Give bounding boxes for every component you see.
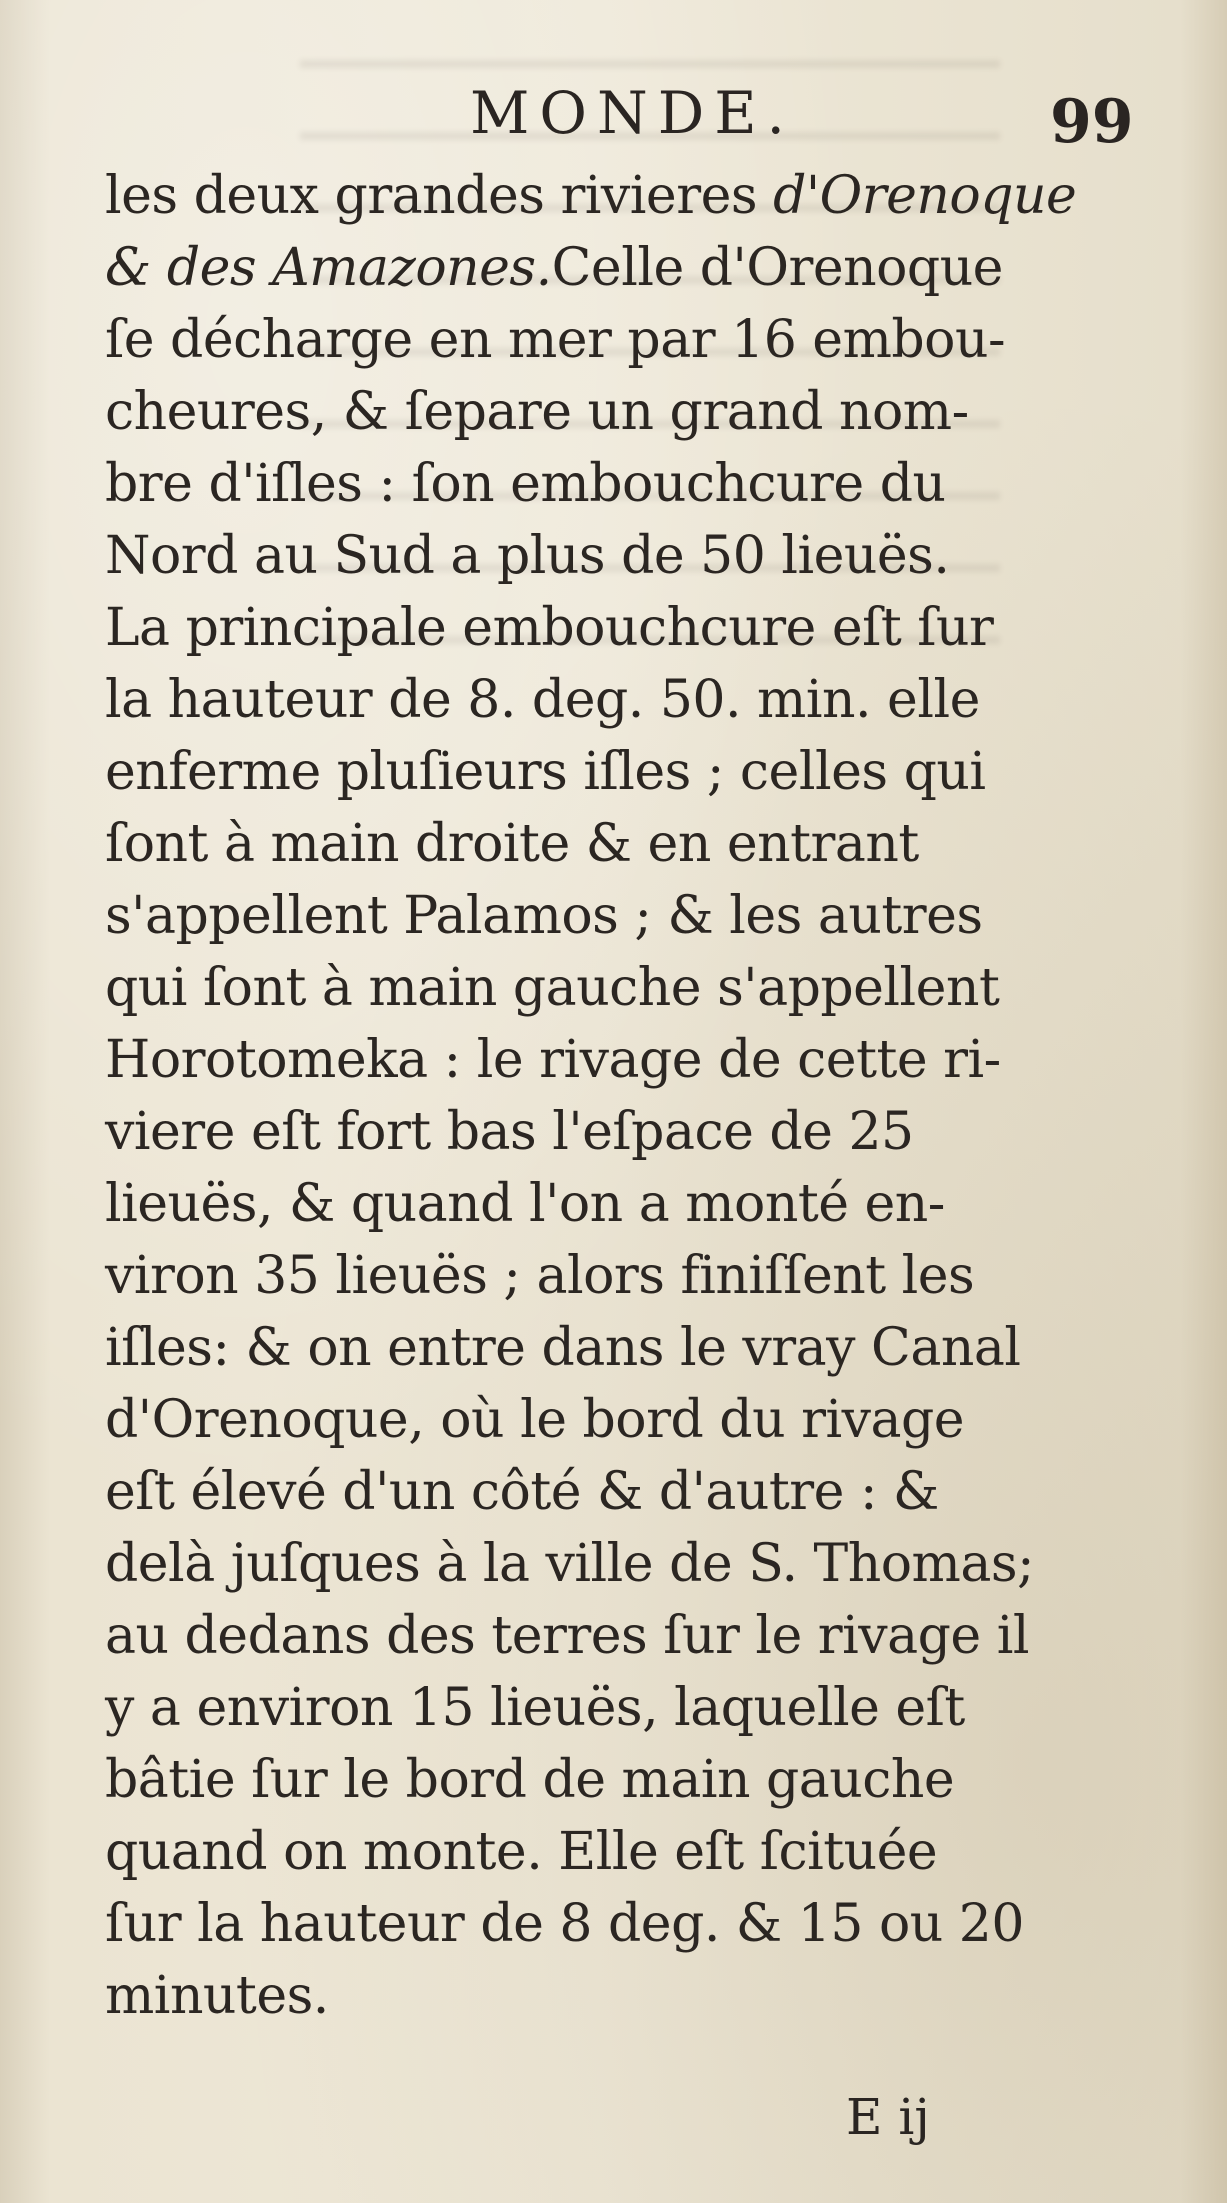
text-segment: ſont à main droite & en entrant [105, 814, 919, 874]
text-segment: Celle d'Orenoque [551, 238, 1003, 298]
text-segment: viere eſt fort bas l'eſpace de 25 [105, 1102, 914, 1162]
text-segment: au dedans des terres ſur le rivage il [105, 1606, 1029, 1666]
text-line [105, 592, 1165, 664]
text-segment: s'appellent Palamos ; & les autres [105, 886, 983, 946]
text-segment: Horotomeka : le rivage de cette ri- [105, 1030, 1001, 1090]
page-number: 99 [1050, 87, 1134, 157]
text-line [105, 160, 1165, 232]
text-segment: Nord au Sud a plus de 50 lieuës. [105, 526, 950, 586]
text-segment: eſt élevé d'un côté & d'autre : & [105, 1462, 939, 1522]
text-line [105, 1960, 1165, 2032]
text-segment: la hauteur de 8. deg. 50. min. elle [105, 670, 980, 730]
signature-mark: E ij [846, 2088, 930, 2146]
text-line [105, 1384, 1165, 1456]
text-line [105, 1528, 1165, 1600]
text-segment: ſur la hauteur de 8 deg. & 15 ou 20 [105, 1894, 1024, 1954]
text-segment: bre d'iſles : ſon embouchcure du [105, 454, 946, 514]
text-segment: enferme pluſieurs iſles ; celles qui [105, 742, 986, 802]
text-line [105, 1672, 1165, 1744]
text-line [105, 1240, 1165, 1312]
text-line [105, 1888, 1165, 1960]
text-segment: quand on monte. Elle eſt ſcituée [105, 1822, 938, 1882]
text-line [105, 1168, 1165, 1240]
text-line [105, 664, 1165, 736]
body-text [105, 160, 1165, 2032]
text-segment: delà juſques à la ville de S. Thomas; [105, 1534, 1035, 1594]
text-segment: y a environ 15 lieuës, laquelle eſt [105, 1678, 965, 1738]
text-segment: viron 35 lieuës ; alors finiſſent les [105, 1246, 975, 1306]
text-line [105, 1816, 1165, 1888]
text-segment: lieuës, & quand l'on a monté en- [105, 1174, 945, 1234]
text-line [105, 1312, 1165, 1384]
text-segment: d'Orenoque, où le bord du rivage [105, 1390, 965, 1450]
text-line [105, 1096, 1165, 1168]
page-header [0, 70, 1227, 170]
text-line [105, 1456, 1165, 1528]
text-segment: La principale embouchcure eſt ſur [105, 598, 994, 658]
text-segment: bâtie ſur le bord de main gauche [105, 1750, 955, 1810]
text-line [105, 448, 1165, 520]
text-line [105, 736, 1165, 808]
text-line [105, 1744, 1165, 1816]
italic-segment: & des Amazones. [105, 238, 552, 298]
italic-segment: d'Orenoque [773, 166, 1077, 226]
text-line [105, 232, 1165, 304]
text-line [105, 304, 1165, 376]
text-line [105, 1600, 1165, 1672]
text-segment: ſe décharge en mer par 16 embou- [105, 310, 1006, 370]
text-segment: cheures, & ſepare un grand nom- [105, 382, 969, 442]
text-segment: minutes. [105, 1966, 329, 2026]
text-line [105, 808, 1165, 880]
text-line [105, 880, 1165, 952]
text-line [105, 952, 1165, 1024]
text-segment: les deux grandes rivieres [105, 166, 774, 226]
text-line [105, 376, 1165, 448]
text-segment: qui ſont à main gauche s'appellent [105, 958, 1000, 1018]
running-title: MONDE. [470, 79, 795, 147]
text-line [105, 1024, 1165, 1096]
text-segment: iſles: & on entre dans le vray Canal [105, 1318, 1021, 1378]
text-line [105, 520, 1165, 592]
